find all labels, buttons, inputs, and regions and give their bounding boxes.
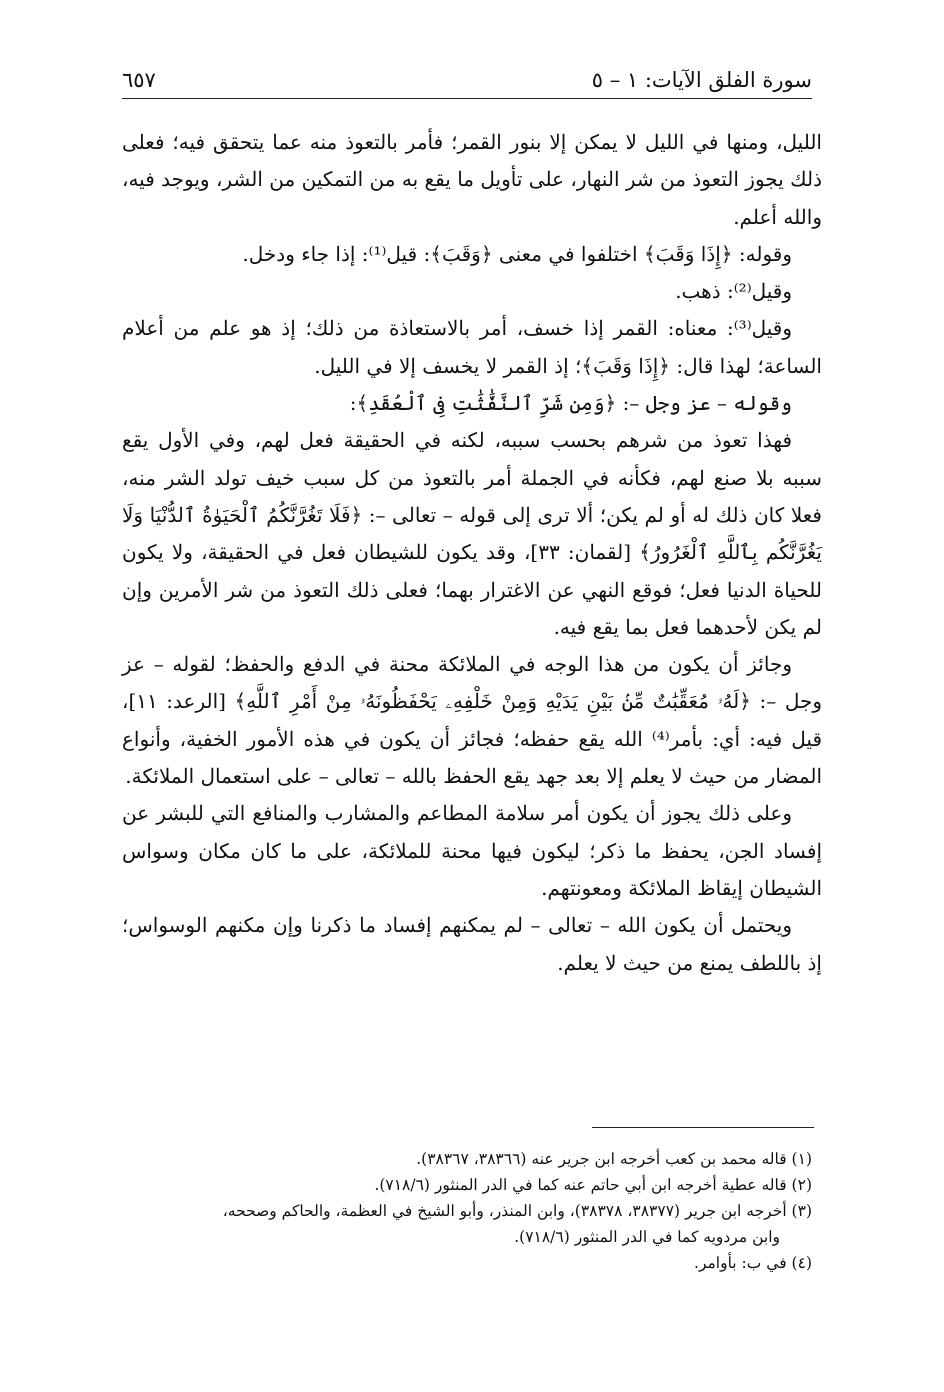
- footnote: (٤) في ب: بأوامر.: [694, 1254, 812, 1272]
- footnote: (١) قاله محمد بن كعب أخرجه ابن جرير عنه (٣٨٣٦٦، ٣٨٣٦٧).: [416, 1150, 812, 1168]
- paragraph: وجائز أن يكون من هذا الوجه في الملائكة محنة في الدفع والحفظ؛ لقوله – عز وجل –: ﴿لَهُۥ مُعَقِّبَٰتٌ مِّنۢ بَيْنِ يَدَيْهِ وَمِنْ خَلْفِهِۦ يَحْفَظُونَهُۥ مِنْ أَمْرِ ٱللَّهِ﴾ [الرعد: ١١]، قيل فيه: أي: بأمر⁽⁴⁾ الله يقع حفظه؛ فجائز أن يكون في هذه الأمور الخفية، وأنواع المضار من حيث لا يعلم إلا بعد جهد يقع الحفظ بالله – تعالى – على استعمال الملائكة.: [122, 652, 823, 789]
- footnote: (٣) أخرجه ابن جرير (٣٨٣٧٧، ٣٨٣٧٨)، وابن المنذر، وأبو الشيخ في العظمة، والحاكم وصححه،: [222, 1202, 812, 1220]
- page-number: ٦٥٧: [122, 68, 156, 92]
- paragraph: الليل، ومنها في الليل لا يمكن إلا بنور القمر؛ فأمر بالتعوذ منه عما يتحقق فيه؛ فعلى ذلك يجوز التعوذ من شر النهار، على تأويل ما يقع به من التمكين من الشر، ويوجد فيه، والله أعلم.: [122, 130, 822, 229]
- paragraph: وعلى ذلك يجوز أن يكون أمر سلامة المطاعم والمشارب والمنافع التي للبشر عن إفساد الجن، يحفظ ما ذكر؛ ليكون فيها محنة للملائكة، على ما كان مكان وسواس الشيطان إيقاظ الملائكة ومعونتهم.: [122, 801, 822, 900]
- paragraph: ويحتمل أن يكون الله – تعالى – لم يمكنهم إفساد ما ذكرنا وإن مكنهم الوسواس؛ إذ باللطف يمنع من حيث لا يعلم.: [122, 913, 822, 975]
- surah-title: سورة الفلق الآيات: ١ – ٥: [591, 68, 812, 92]
- paragraph: وقوله – عز وجل –: ﴿وَمِن شَرِّ ٱلنَّفَّٰثَٰتِ فِى ٱلْعُقَدِ﴾:: [349, 391, 792, 416]
- main-text: [122, 124, 822, 982]
- footnote-continuation: وابن مردويه كما في الدر المنثور (٧١٨/٦).: [514, 1228, 780, 1246]
- footnote: (٢) قاله عطية أخرجه ابن أبي حاتم عنه كما في الدر المنثور (٧١٨/٦).: [374, 1176, 812, 1194]
- header-divider: [122, 98, 812, 99]
- paragraph: وقيل⁽²⁾: ذهب.: [675, 279, 792, 304]
- running-header: [122, 56, 812, 92]
- footnotes: [122, 1146, 812, 1276]
- footnote-divider: [592, 1127, 814, 1128]
- paragraph: وقيل⁽³⁾: معناه: القمر إذا خسف، أمر بالاستعاذة من ذلك؛ إذ هو علم من أعلام الساعة؛ لهذا قال: ﴿إِذَا وَقَبَ﴾؛ إذ القمر لا يخسف إلا في الليل.: [122, 316, 822, 378]
- paragraph: وقوله: ﴿إِذَا وَقَبَ﴾ اختلفوا في معنى ﴿وَقَبَ﴾: قيل⁽¹⁾: إذا جاء ودخل.: [242, 241, 792, 266]
- paragraph: فهذا تعوذ من شرهم بحسب سببه، لكنه في الحقيقة فعل لهم، وفي الأول يقع سببه بلا صنع لهم، فكأنه في الجملة أمر بالتعوذ من كل سبب خيف تولد الشر منه، فعلا كان ذلك له أو لم يكن؛ ألا ترى إلى قوله – تعالى –: ﴿فَلَا تَغُرَّنَّكُمُ ٱلْحَيَوٰةُ ٱلدُّنْيَا وَلَا يَغُرَّنَّكُم بِٱللَّهِ ٱلْغَرُورُ﴾ [لقمان: ٣٣]، وقد يكون للشيطان فعل في الحقيقة، ولا يكون للحياة الدنيا فعل؛ فوقع النهي عن الاغترار بهما؛ فعلى ذلك التعوذ من شر الأمرين وإن لم يكن لأحدهما فعل بما يقع فيه.: [122, 428, 822, 639]
